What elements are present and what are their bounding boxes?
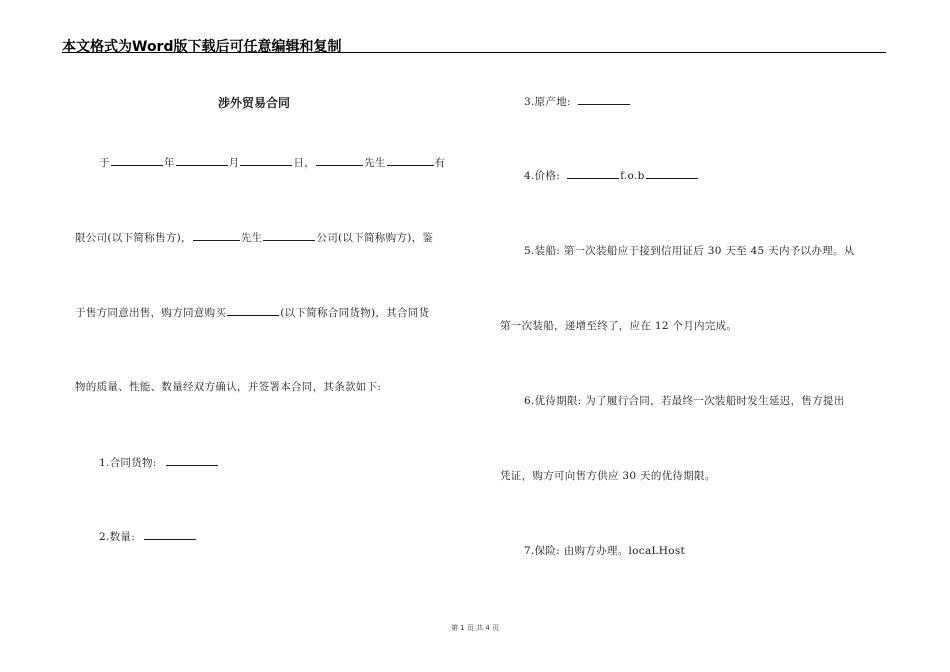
blank-underline <box>387 155 434 166</box>
clause-label: 3.原产地: <box>524 96 571 108</box>
blank-underline <box>316 155 363 166</box>
text-span: 年 <box>163 157 175 169</box>
clause-4 <box>524 168 699 183</box>
blank-underline <box>646 168 698 179</box>
clause-label: 1.合同货物: <box>99 457 157 469</box>
blank-underline <box>111 155 163 166</box>
clause-3 <box>524 94 631 109</box>
text-span: 公司(以下简称购方)，鉴 <box>316 232 434 244</box>
text-span: 月 <box>228 157 240 169</box>
right-column <box>500 0 885 672</box>
page-number: 第 1 页 共 4 页 <box>450 624 500 632</box>
blank-underline <box>240 155 292 166</box>
text-span: 限公司(以下简称售方)， <box>75 232 192 244</box>
blank-underline <box>263 230 315 241</box>
blank-underline <box>166 455 218 466</box>
clause-6-line-2: 凭证，购方可向售方供应 30 天的优待期限。 <box>500 470 716 482</box>
paragraph-line <box>99 155 445 170</box>
text-span: 日， <box>293 157 316 169</box>
paragraph-line: 物的质量、性能、数量经双方确认，并签署本合同，其条款如下: <box>75 381 382 393</box>
blank-underline <box>567 168 619 179</box>
blank-underline <box>578 94 630 105</box>
text-span: 于 <box>99 157 110 169</box>
clause-1 <box>99 455 219 470</box>
text-span: 先生 <box>240 232 263 244</box>
text-span: 有 <box>434 157 446 169</box>
clause-5-line-2: 第一次装船，递增至终了，应在 12 个月内完成。 <box>500 320 738 332</box>
paragraph-line <box>75 230 433 245</box>
left-column <box>75 0 465 672</box>
paragraph-line <box>75 305 429 320</box>
clause-label: 4.价格: <box>524 170 561 182</box>
blank-underline <box>227 305 279 316</box>
text-span: f.o.b <box>620 170 645 182</box>
clause-2 <box>99 529 197 544</box>
text-span: 于售方同意出售，购方同意购买 <box>75 307 227 319</box>
blank-underline <box>144 529 196 540</box>
clause-6-line-1: 6.优待期限: 为了履行合同，若最终一次装船时发生延迟，售方提出 <box>524 395 845 407</box>
text-span: 先生 <box>364 157 386 169</box>
text-span: (以下简称合同货物)，其合同货 <box>280 307 430 319</box>
clause-5-line-1: 5.装船: 第一次装船应于接到信用证后 30 天至 45 天内予以办理。从 <box>524 245 855 257</box>
document-title: 涉外贸易合同 <box>218 96 291 110</box>
document-header: 本文格式为Word版下载后可任意编辑和复制 <box>62 39 342 55</box>
clause-label: 2.数量: <box>99 531 136 543</box>
blank-underline <box>176 155 228 166</box>
blank-underline <box>193 230 240 241</box>
clause-7: 7.保险: 由购方办理。locaLHost <box>524 545 686 557</box>
